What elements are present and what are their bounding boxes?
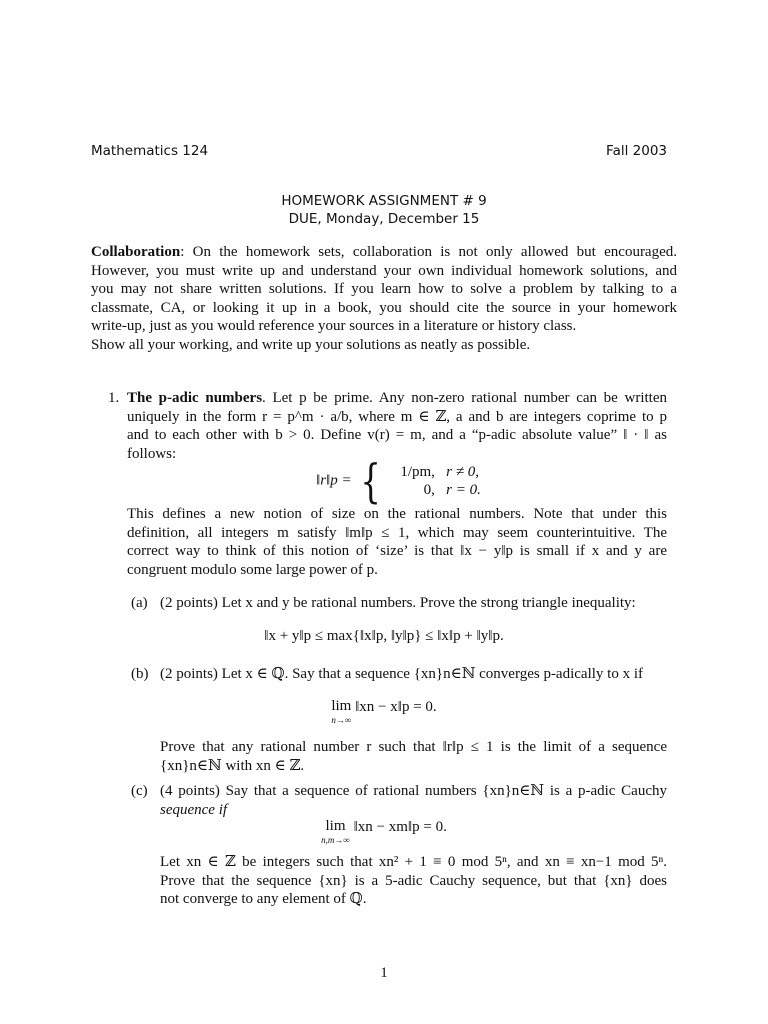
part-a-equation: ‖x + y‖p ≤ max{‖x‖p, ‖y‖p} ≤ ‖x‖p + ‖y‖p. (264, 628, 504, 644)
part-b-followup: Prove that any rational number r such that ‖r‖p ≤ 1 is the limit of a sequence {xn}n∈ℕ with xn ∈ ℤ. (160, 739, 667, 774)
page-number: 1 (380, 965, 388, 981)
collaboration-label: Collaboration (91, 244, 181, 260)
part-b-label: (b) (131, 666, 149, 682)
problem-intro: The p-adic numbers. Let p be prime. Any non-zero rational number can be written uniquely in the form r = p^m · a/b, where m ∈ ℤ, a and b are integers coprime to p and to each other with b > 0. Define v(r) = m, and a “p-adic absolute value” ‖ · ‖ as follows: (127, 390, 668, 462)
part-c-followup: Let xn ∈ ℤ be integers such that xn² + 1 ≡ 0 mod 5ⁿ, and xn ≡ xn−1 mod 5ⁿ. Prove that the sequence {xn} is a 5-adic Cauchy sequence, but that {xn} does not converge to any element of ℚ. (160, 854, 667, 908)
limit-operator: lim n,m→∞ (321, 818, 350, 845)
problem-number: 1. (108, 390, 120, 406)
due-date: DUE, Monday, December 15 (288, 211, 480, 227)
part-a-label: (a) (131, 595, 148, 611)
definition-cases: 1/pm, r ≠ 0, 0, r = 0. (400, 464, 481, 498)
part-c-label: (c) (131, 783, 148, 799)
part-b-limit: lim n→∞ ‖xn − x‖p = 0. (331, 698, 437, 725)
left-brace: { (360, 454, 381, 508)
problem-heading: The p-adic numbers (127, 390, 263, 406)
definition-explanation: This defines a new notion of size on the rational numbers. Note that under this definition, all integers m satisfy ‖m‖p ≤ 1, which may seem counterintuitive. The correct way to think of this notion of ‘size’ is that ‖x − y‖p is small if x and y are congruent modulo some large power of p. (127, 506, 667, 578)
assignment-title: HOMEWORK ASSIGNMENT # 9 (281, 193, 487, 209)
part-c-limit: lim n,m→∞ ‖xn − xm‖p = 0. (321, 818, 447, 845)
part-b-text: (2 points) Let x ∈ ℚ. Say that a sequence {xn}n∈ℕ converges p-adically to x if (160, 666, 643, 682)
part-c-text: (4 points) Say that a sequence of rational numbers {xn}n∈ℕ is a p-adic Cauchy sequence if (160, 783, 667, 818)
limit-operator: lim n→∞ (331, 698, 352, 725)
term: Fall 2003 (606, 143, 667, 159)
collaboration-paragraph: Collaboration: On the homework sets, collaboration is not only allowed but encouraged. However, you must write up and understand your own individual homework solutions, and you may not share written solutions. If you learn how to solve a problem by talking to a classmate, CA, or looking it up in a book, you should cite the source in your homework write-up, just as you would reference your sources in a literature or history class. Show all your working, and write up your solutions as neatly as possible. (91, 244, 677, 353)
course-title: Mathematics 124 (91, 143, 209, 159)
part-a-text: (2 points) Let x and y be rational numbers. Prove the strong triangle inequality: (160, 595, 636, 611)
padic-definition: ‖r‖p = { 1/pm, r ≠ 0, 0, r = 0. (316, 454, 481, 508)
